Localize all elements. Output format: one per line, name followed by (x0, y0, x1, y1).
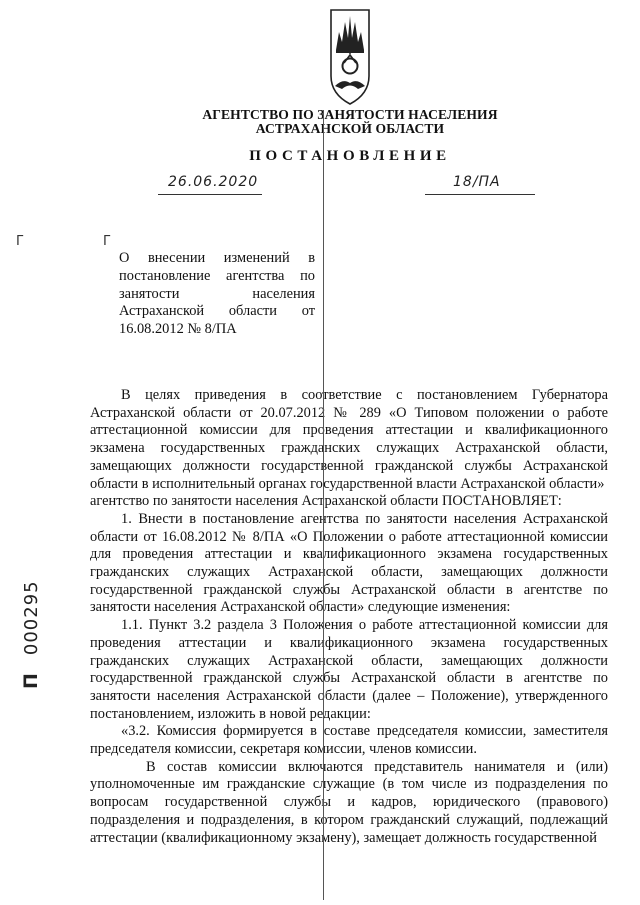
paragraph-quote-3-2: «3.2. Комиссия формируется в составе председателя комиссии, заместителя председателя комиссии, секретаря комиссии, членов комиссии. (90, 723, 608, 758)
coat-of-arms-icon (327, 8, 373, 106)
subject-right-corner-mark: Г (103, 234, 111, 249)
paragraph-item-1-1: 1.1. Пункт 3.2 раздела 3 Положения о работе аттестационной комиссии для проведения аттестации и квалификационного экзамена государственных гражданских служащих Астраханской области, замещающих должности государственной гражданской службы Астраханской области в агентстве по занятости населения Астраханской области (далее – Положение), утвержденного постановлением, изложить в новой редакции: (90, 617, 608, 722)
document-date: 26.06.2020 (168, 174, 259, 190)
paragraph-item-1: 1. Внести в постановление агентства по занятости населения Астраханской области от 16.08.2012 № 8/ПА «О Положении о работе аттестационной комиссии для проведения аттестации и квалификационного экзамена государственных гражданских служащих Астраханской области, замещающих должности государственной гражданской службы Астраханской области в агентстве по занятости населения Астраханской области» следующие изменения: (90, 510, 608, 616)
agency-name-line-2: АСТРАХАНСКОЙ ОБЛАСТИ (255, 121, 445, 136)
paragraph-resolves: агентство по занятости населения Астраханской области ПОСТАНОВЛЯЕТ: (90, 493, 562, 510)
date-underline (158, 194, 262, 195)
document-type-title: ПОСТАНОВЛЕНИЕ (249, 148, 451, 164)
agency-name-line-1: АГЕНТСТВО ПО ЗАНЯТОСТИ НАСЕЛЕНИЯ (202, 107, 498, 122)
stamp-code: 000295 (21, 580, 42, 656)
document-number: 18/ПА (453, 174, 501, 190)
stamp-letter: П (20, 673, 42, 689)
registration-stamp (8, 580, 58, 715)
number-underline (425, 194, 535, 195)
subject-left-corner-mark: Г (16, 234, 24, 249)
paragraph-commission-composition: В состав комиссии включаются представитель нанимателя и (или) уполномоченные им гражданские служащие (в том числе из подразделения по вопросам государственной службы и кадров, юридического (правового) подразделения и подразделения, в котором гражданский служащий, подлежащий аттестации (квалификационному экзамену), замещает должность государственной (90, 758, 608, 846)
paragraph-preamble: В целях приведения в соответствие с постановлением Губернатора Астраханской области от 20.07.2012 № 289 «О Типовом положении о работе аттестационной комиссии для проведения аттестации и квалификационного экзамена государственных гражданских служащих Астраханской области, замещающих должности государственной гражданской службы Астраханской области в исполнительный органах государственной власти Астраханской области» (90, 387, 608, 492)
document-subject: О внесении изменений в постановление агентства по занятости населения Астраханской области от 16.08.2012 № 8/ПА (119, 250, 315, 338)
scan-fold-line (323, 110, 324, 900)
document-body (90, 387, 608, 847)
